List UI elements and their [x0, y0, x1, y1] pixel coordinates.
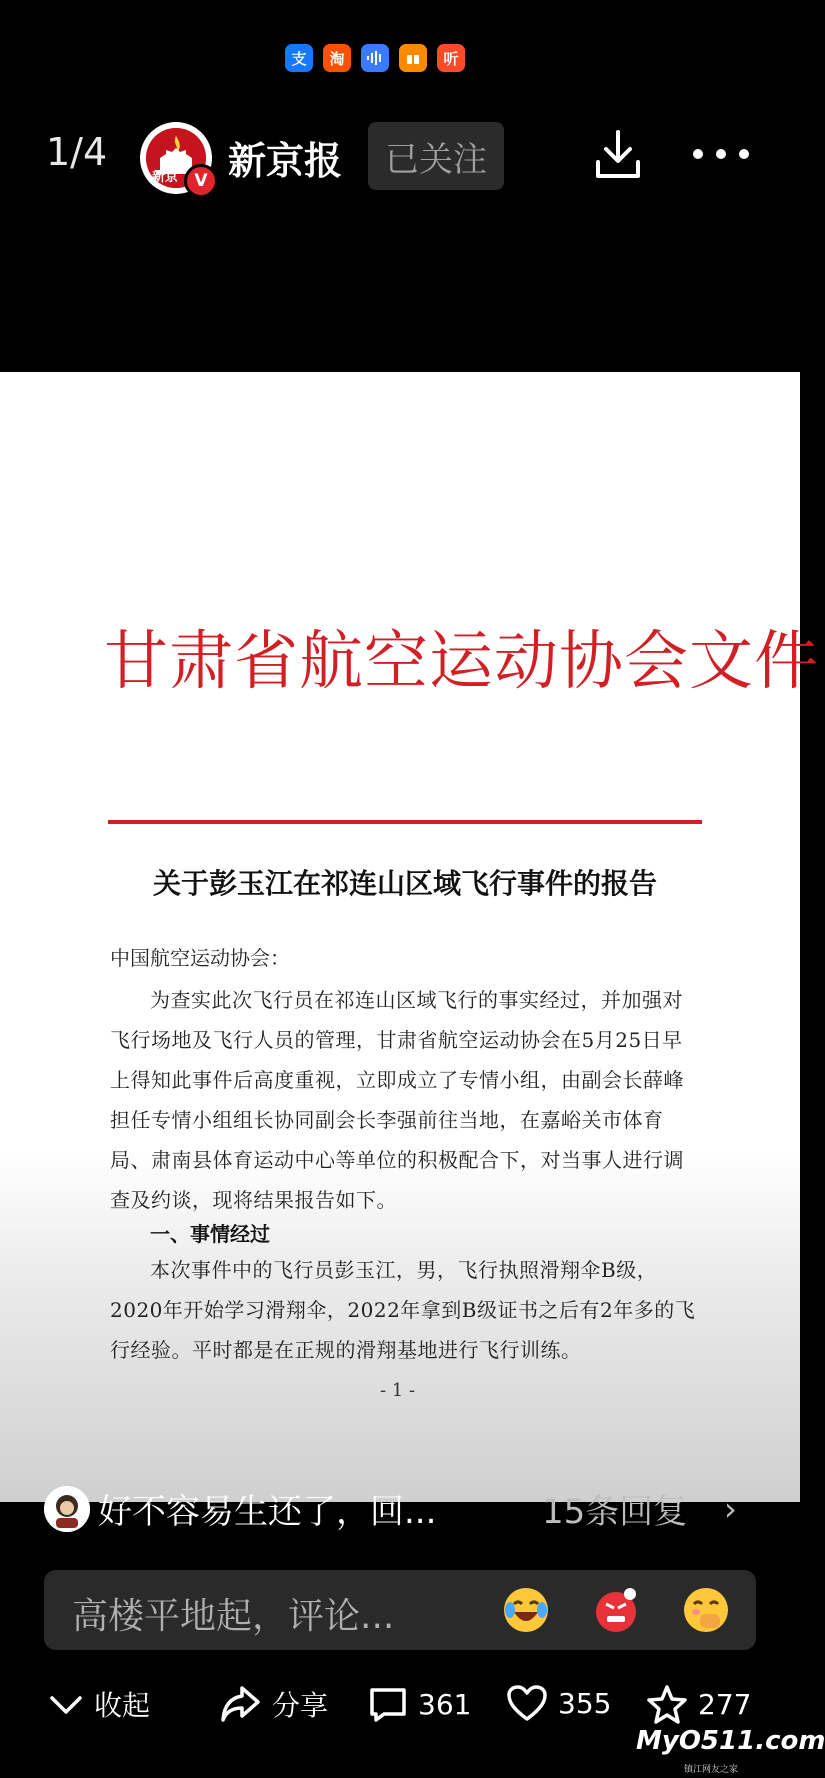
laughing-crying-emoji-icon[interactable] — [502, 1586, 550, 1634]
site-watermark-subtitle: 镇江网友之家 — [684, 1765, 739, 1775]
page-counter: 1/4 — [46, 130, 108, 174]
alipay-icon: 支 — [285, 44, 313, 72]
chevron-right-icon[interactable]: › — [724, 1490, 737, 1528]
like-button[interactable] — [506, 1684, 611, 1722]
comment-icon — [368, 1684, 408, 1724]
collapse-button[interactable] — [48, 1684, 150, 1724]
heart-icon — [506, 1684, 548, 1722]
document-page-number: - 1 - — [380, 1380, 416, 1401]
status-app-icons — [285, 44, 465, 76]
listen-icon: 听 — [437, 44, 465, 72]
letterhead-divider — [108, 820, 702, 824]
verified-badge: V — [184, 164, 218, 198]
document-paragraph-2: 本次事件中的飞行员彭玉江，男，飞行执照滑翔伞B级，2020年开始学习滑翔伞，2022年拿到B级证书之后有2年多的飞行经验。平时都是在正规的滑翔基地进行飞行训练。 — [110, 1258, 696, 1362]
document-title: 关于彭玉江在祁连山区域飞行事件的报告 — [152, 867, 657, 900]
chevron-down-icon — [48, 1686, 84, 1722]
avatar-logo-text: 新京 — [152, 170, 179, 185]
comment-preview-text[interactable]: 好不容易生还了，回... — [98, 1492, 437, 1532]
share-button[interactable] — [220, 1684, 328, 1724]
gift-icon — [399, 44, 427, 72]
covering-mouth-emoji-icon[interactable] — [682, 1586, 730, 1634]
comments-button[interactable] — [368, 1684, 471, 1724]
share-icon — [220, 1684, 262, 1724]
document-letterhead: 甘肃省航空运动协会文件 — [104, 625, 819, 699]
share-label: 分享 — [272, 1689, 329, 1722]
document-addressee: 中国航空运动协会： — [110, 946, 290, 970]
reply-count-link[interactable]: 15条回复 — [542, 1492, 688, 1532]
more-options-icon[interactable] — [690, 136, 752, 172]
document-section-heading: 一、事情经过 — [150, 1222, 270, 1246]
commenter-avatar[interactable] — [44, 1486, 90, 1532]
favorites-count: 277 — [698, 1687, 752, 1721]
comments-count: 361 — [418, 1687, 472, 1721]
likes-count: 355 — [558, 1686, 612, 1720]
collapse-label: 收起 — [94, 1689, 151, 1722]
site-watermark: MyO511.com — [636, 1726, 825, 1756]
account-name[interactable]: 新京报 — [228, 139, 343, 183]
favorite-button[interactable] — [646, 1684, 751, 1724]
download-icon[interactable] — [590, 126, 646, 182]
comment-input-placeholder[interactable]: 高楼平地起，评论... — [72, 1596, 395, 1637]
angry-emoji-icon[interactable] — [592, 1586, 640, 1634]
taobao-icon: 淘 — [323, 44, 351, 72]
voice-icon — [361, 44, 389, 72]
follow-button[interactable]: 已关注 — [368, 122, 504, 190]
star-icon — [646, 1684, 688, 1724]
document-paragraph-1: 为查实此次飞行员在祁连山区域飞行的事实经过，并加强对飞行场地及飞行人员的管理，甘肃省航空运动协会在5月25日早上得知此事件后高度重视，立即成立了专情小组，由副会长薛峰担任专情小组组长协同副会长李强前往当地，在嘉峪关市体育局、肃南县体育运动中心等单位的积极配合下，对当事人进行调查及约谈，现将结果报告如下。 — [110, 988, 684, 1212]
